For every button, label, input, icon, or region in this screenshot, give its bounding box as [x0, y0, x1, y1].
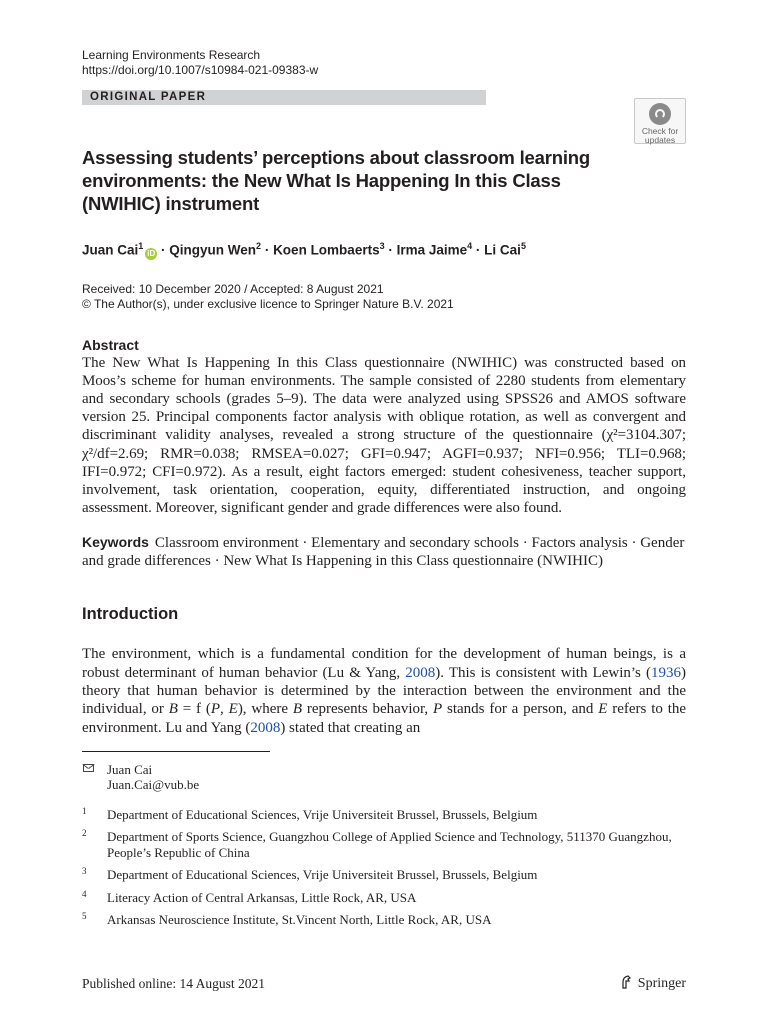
intro-text: represents behavior,	[302, 701, 433, 718]
intro-text: ), where	[237, 701, 293, 718]
affiliation-item	[82, 807, 686, 823]
citation-link[interactable]: 1936	[650, 664, 681, 681]
intro-var: P	[432, 701, 443, 718]
intro-text: ). This is consistent with Lewin’s (	[435, 664, 651, 681]
author-name[interactable]: Qingyun Wen	[169, 242, 257, 258]
affiliation-text: Department of Educational Sciences, Vrije Universiteit Brussel, Brussels, Belgium	[107, 806, 538, 822]
affiliation-item	[82, 867, 686, 883]
intro-text: = f (	[177, 701, 211, 718]
affiliation-number: 5	[82, 911, 87, 922]
affiliation-number: 1	[82, 805, 87, 816]
intro-var: E	[598, 701, 608, 718]
publisher-logo	[620, 975, 686, 992]
author-affil-sup: 1	[138, 241, 144, 251]
keywords	[82, 533, 686, 570]
author-separator: ·	[261, 242, 274, 258]
affiliation-number: 4	[82, 888, 87, 899]
intro-text: refers to the environment. Lu and Yang (	[82, 701, 687, 736]
intro-var: P	[210, 701, 221, 718]
check-label-2: updates	[644, 134, 676, 145]
author-name[interactable]: Juan Cai	[82, 242, 139, 258]
author-affil-sup: 3	[379, 241, 385, 251]
crossmark-icon	[649, 103, 671, 125]
springer-horse-icon	[620, 975, 633, 989]
affiliation-item	[82, 829, 686, 860]
citation-link[interactable]: 2008	[250, 719, 281, 736]
author-separator: ·	[157, 242, 170, 258]
abstract-text: The New What Is Happening In this Class questionnaire (NWIHIC) was constructed based on Moos’s scheme for human environments. The sample consisted of 2280 students from elementary and secondary schools (grades 5–9). The data were analyzed using SPSS26 and AMOS software version 25. Principal components factor analysis with oblique rotation, as well as convergent and discriminant validity analyses, revealed a strong structure of the questionnaire (χ²=3104.307; χ²/df=2.69; RMR=0.038; RMSEA=0.027; GFI=0.947; AGFI=0.937; NFI=0.956; TLI=0.968; IFI=0.972; CFI=0.972). As a result, eight factors emerged: student cohesiveness, teacher support, involvement, task orientation, cooperation, equity, differentiated instruction, and ongoing assessment. Moreover, significant gender and grade differences were also found.	[82, 354, 686, 517]
intro-text: ) stated that creating an	[280, 719, 421, 736]
section-heading-introduction: Introduction	[82, 605, 179, 624]
intro-paragraph	[82, 645, 686, 736]
author-name[interactable]: Koen Lombaerts	[273, 242, 380, 258]
corresponding-author: Juan Cai	[107, 761, 153, 777]
intro-text: ,	[220, 701, 229, 718]
affiliation-text: Literacy Action of Central Arkansas, Little Rock, AR, USA	[107, 889, 417, 905]
intro-var: E	[228, 701, 238, 718]
affiliation-text: Department of Educational Sciences, Vrije Universiteit Brussel, Brussels, Belgium	[107, 867, 538, 883]
publisher-name: Springer	[637, 976, 686, 991]
intro-var: B	[168, 701, 178, 718]
keywords-text: Classroom environment · Elementary and secondary schools · Factors analysis · Gender and grade differences · New What Is Happening in this Class questionnaire (NWIHIC)	[82, 535, 685, 570]
affiliation-number: 3	[82, 866, 87, 877]
author-affil-sup: 5	[520, 241, 526, 251]
journal-name: Learning Environments Research	[82, 48, 261, 62]
footnote-divider	[82, 751, 270, 752]
author-name[interactable]: Li Cai	[484, 242, 521, 258]
check-for-updates-button[interactable]	[634, 98, 686, 144]
keywords-label: Keywords	[82, 534, 149, 551]
received-accepted: Received: 10 December 2020 / Accepted: 8 August 2021	[82, 281, 384, 296]
author-affil-sup: 2	[256, 241, 262, 251]
affiliation-text: Department of Sports Science, Guangzhou College of Applied Science and Technology, 511370 Guangzhou, People’s Republic of China	[107, 829, 672, 860]
intro-text: stands for a person, and	[442, 701, 599, 718]
abstract-heading: Abstract	[82, 336, 139, 353]
author-affil-sup: 4	[467, 241, 473, 251]
intro-var: B	[292, 701, 303, 718]
correspondence-block	[82, 762, 686, 793]
affiliation-item	[82, 912, 686, 928]
doi-link[interactable]: https://doi.org/10.1007/s10984-021-09383-w	[82, 63, 319, 77]
article-dates	[82, 282, 686, 312]
check-label-1: Check for	[641, 126, 679, 136]
copyright-line: © The Author(s), under exclusive licence to Springer Nature B.V. 2021	[82, 296, 454, 311]
article-type-banner: ORIGINAL PAPER	[82, 90, 486, 105]
intro-text: ) theory that human behavior is determined by the interaction between the environment and the individual, or	[82, 664, 686, 718]
affiliations	[82, 807, 686, 928]
affiliation-item	[82, 890, 686, 906]
author-separator: ·	[472, 242, 485, 258]
corresponding-email[interactable]: Juan.Cai@vub.be	[107, 777, 200, 793]
envelope-icon	[83, 764, 94, 772]
article-title: Assessing students’ perceptions about classroom learning environments: the New What Is Happening In this Class (NWIHIC) instrument	[82, 147, 590, 214]
affiliation-text: Arkansas Neuroscience Institute, St.Vincent North, Little Rock, AR, USA	[107, 912, 492, 928]
author-list	[82, 237, 686, 260]
affiliation-number: 2	[82, 828, 87, 839]
citation-link[interactable]: 2008	[405, 664, 436, 681]
author-name[interactable]: Irma Jaime	[396, 242, 468, 258]
orcid-icon[interactable]: iD	[147, 248, 156, 258]
published-online: Published online: 14 August 2021	[82, 976, 266, 991]
intro-text: The environment, which is a fundamental condition for the development of human beings, is a robust determinant of human behavior (Lu & Yang,	[82, 646, 686, 681]
author-separator: ·	[384, 242, 397, 258]
